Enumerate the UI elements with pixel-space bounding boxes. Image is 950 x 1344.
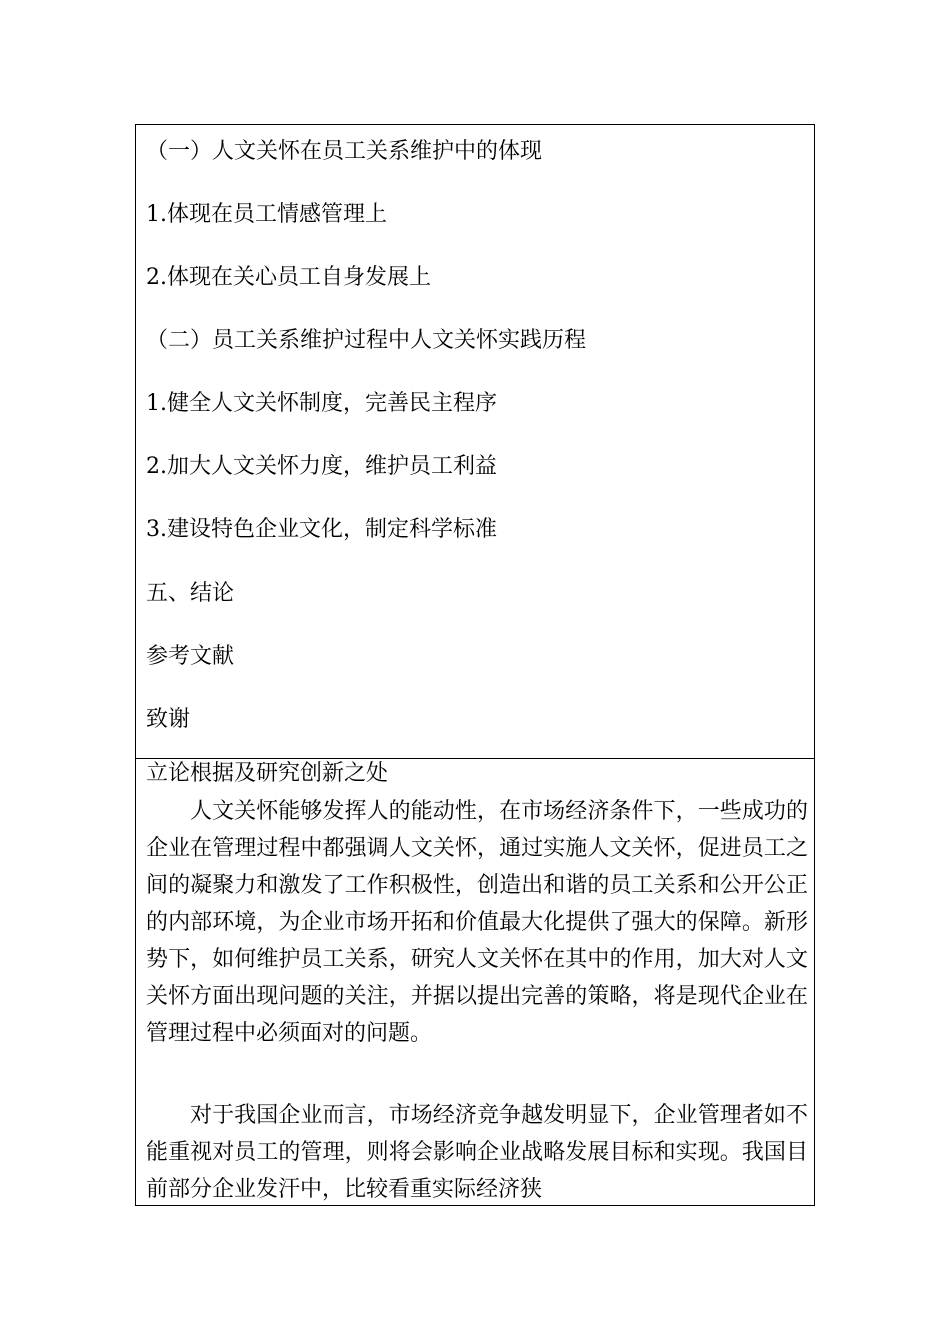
outline-item: 2.加大人文关怀力度，维护员工利益 (146, 454, 497, 479)
outline-item: （一）人文关怀在员工关系维护中的体现 (146, 139, 543, 164)
outline-cell (136, 125, 814, 759)
outline-item: 2.体现在关心员工自身发展上 (146, 265, 431, 290)
document-table (135, 124, 815, 1206)
outline-item: 3.建设特色企业文化，制定科学标准 (146, 517, 497, 542)
body-paragraph: 人文关怀能够发挥人的能动性，在市场经济条件下，一些成功的企业在管理过程中都强调人文关怀，通过实施人文关怀，促进员工之间的凝聚力和激发了工作积极性，创造出和谐的员工关系和公开公正的内部环境，为企业市场开拓和价值最大化提供了强大的保障。新形势下，如何维护员工关系，研究人文关怀在其中的作用，加大对人文关怀方面出现问题的关注，并据以提出完善的策略，将是现代企业在管理过程中必须面对的问题。 (146, 799, 808, 1046)
outline-item: 1.健全人文关怀制度，完善民主程序 (146, 391, 497, 416)
outline-item: （二）员工关系维护过程中人文关怀实践历程 (146, 328, 587, 353)
body-paragraph: 对于我国企业而言，市场经济竞争越发明显下，企业管理者如不能重视对员工的管理，则将会影响企业战略发展目标和实现。我国目前部分企业发汗中，比较看重实际经济狭 (146, 1103, 808, 1202)
outline-item: 参考文献 (146, 644, 235, 669)
section-heading: 立论根据及研究创新之处 (146, 761, 389, 786)
rationale-cell (136, 759, 814, 1205)
outline-item: 五、结论 (146, 581, 235, 606)
outline-item: 1.体现在员工情感管理上 (146, 202, 387, 227)
outline-item: 致谢 (146, 707, 191, 732)
